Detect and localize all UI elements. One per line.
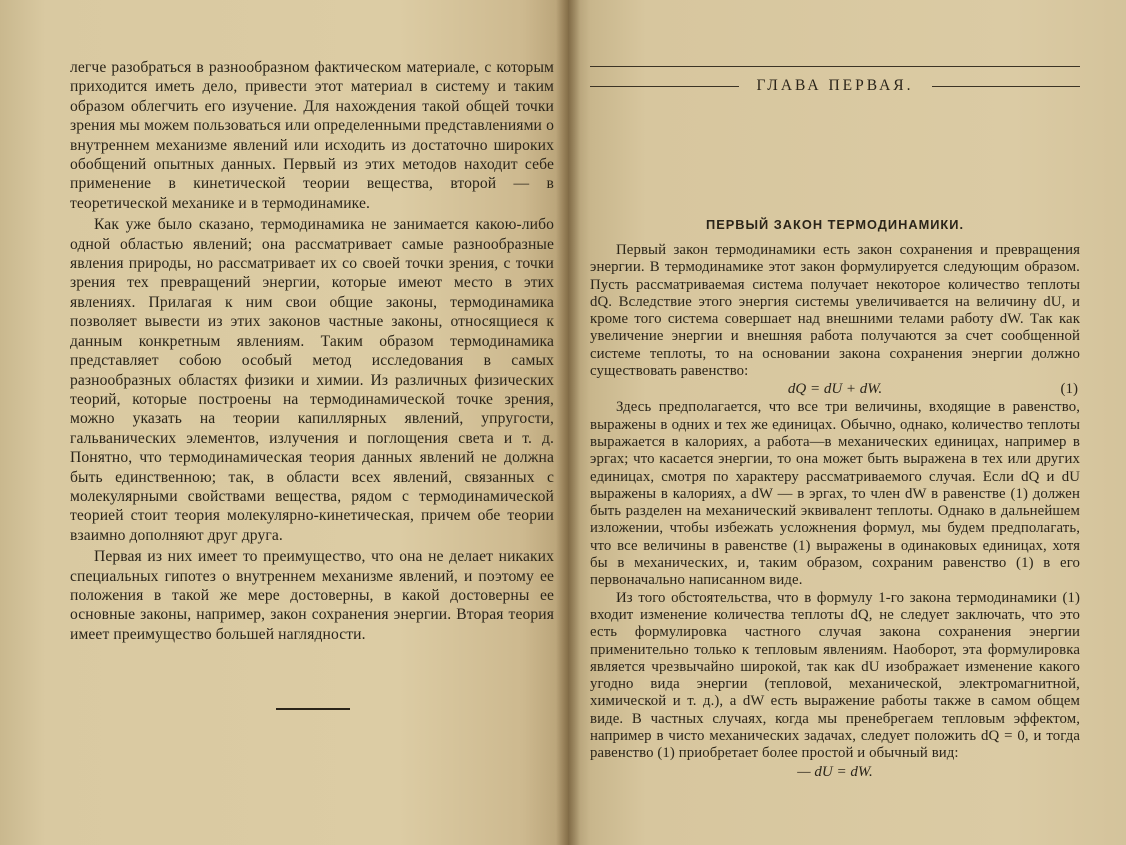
right-paragraph-3: Из того обстоятельства, что в формулу 1-го закона термодинамики (1) входит изменение количества теплоты dQ, не следует заключать, что это есть формулировка частного случая закона сохранения энергии применительно только к тепловым явлениям. Наоборот, эта формулировка является чрезвычайно широкой, так как dU изображает изменение какого угодно вида энергии (тепловой, механической, электромагнитной, химической и т. д.), а dW есть выражение работы также в самом общем виде. В частных случаях, когда мы пренебрегаем тепловым эффектом, например в чисто механических задачах, следует положить dQ = 0, и тогда равенство (1) приобретает более простой и обычный вид:	[590, 589, 1080, 762]
equation-1-text: dQ = dU + dW.	[787, 381, 883, 398]
end-of-section-rule	[276, 708, 350, 710]
right-paragraph-1: Первый закон термодинамики есть закон сохранения и превращения энергии. В термодинамике этот закон формулируется следующим образом. Пусть рассматриваемая система получает некоторое количество теплоты dQ. Вследствие этого энергия системы увеличивается на величину dU, и кроме того система совершает над внешними телами работу dW. Так как увеличение энергии и внешняя работа получаются за счет сообщенной системе теплоты, то на основании закона сохранения энергии должно существовать равенство:	[590, 242, 1080, 380]
section-title: ПЕРВЫЙ ЗАКОН ТЕРМОДИНАМИКИ.	[706, 217, 964, 232]
equation-1-number: (1)	[1060, 381, 1078, 398]
chapter-header	[590, 77, 1080, 95]
right-page	[568, 0, 1126, 845]
left-paragraph-1: легче разобраться в разнообразном фактическом материале, с которым приходится иметь дело, привести этот материал в систему и таким образом облегчить его изучение. Для нахождения такой общей точки зрения мы можем пользоваться или определенными представлениями о внутреннем механизме явлений или исходить из достаточно широких обобщений опытных данных. Первый из этих методов находит себе применение в кинетической теории вещества, второй — в теоретической механике и в термодинамике.	[70, 59, 554, 212]
chapter-rule-left	[590, 86, 739, 87]
header-top-rule	[590, 66, 1080, 67]
book-gutter	[556, 0, 580, 845]
equation-1	[590, 380, 1080, 399]
equation-2	[590, 763, 1080, 782]
left-paragraph-2: Как уже было сказано, термодинамика не занимается какою-либо одной областью явлений; она рассматривает самые разнообразные явления природы, но рассматривает их со своей точки зрения, с точки зрения тех превращений энергии, которые имеют место в этих явлениях. Прилагая к ним свои общие законы, термодинамика позволяет вывести из этих законов частные законы, относящиеся к данным конкретным явлениям. Таким образом термодинамика представляет собою особый метод исследования в самых разнообразных областях физики и химии. Из различных физических теорий, которые построены на термодинамической точке зрения, можно указать на теории капиллярных явлений, упругости, гальванических элементов, излучения и поглощения света и т. д. Понятно, что термодинамическая теория данных явлений не должна быть единственною; так, в области всех явлений, связанных с молекулярными свойствами вещества, рядом с термодинамической теорией стоит теория молекулярно-кинетическая, причем обе теории взаимно дополняют друг друга.	[70, 216, 554, 544]
chapter-title: ГЛАВА ПЕРВАЯ.	[756, 77, 914, 94]
left-paragraph-3: Первая из них имеет то преимущество, что она не делает никаких специальных гипотез о внутреннем механизме явлений, и поэтому ее положения в такой же мере достоверны, в какой достоверны ее основные законы, например, закон сохранения энергии. Вторая теория имеет преимущество большей наглядности.	[70, 548, 554, 643]
equation-2-text: — dU = dW.	[797, 763, 873, 780]
right-paragraph-2: Здесь предполагается, что все три величины, входящие в равенство, выражены в одних и тех же единицах. Обычно, однако, количество теплоты выражается в калориях, а работа—в механических единицах, например в эргах; что касается энергии, то она может быть выражена в тех или других единицах, смотря по характеру рассматриваемого случая. Если dQ и dU выражены в калориях, а dW — в эргах, то член dW в равенстве (1) должен быть разделен на механический эквивалент теплоты. Однако в дальнейшем изложении, чтобы избежать усложнения формул, мы будем предполагать, что все величины в равенстве (1) выражены в одинаковых единицах, хотя бы в механических, и, таким образом, сохраним равенство (1) в его первоначально написанном виде.	[590, 399, 1080, 589]
chapter-rule-right	[932, 86, 1081, 87]
